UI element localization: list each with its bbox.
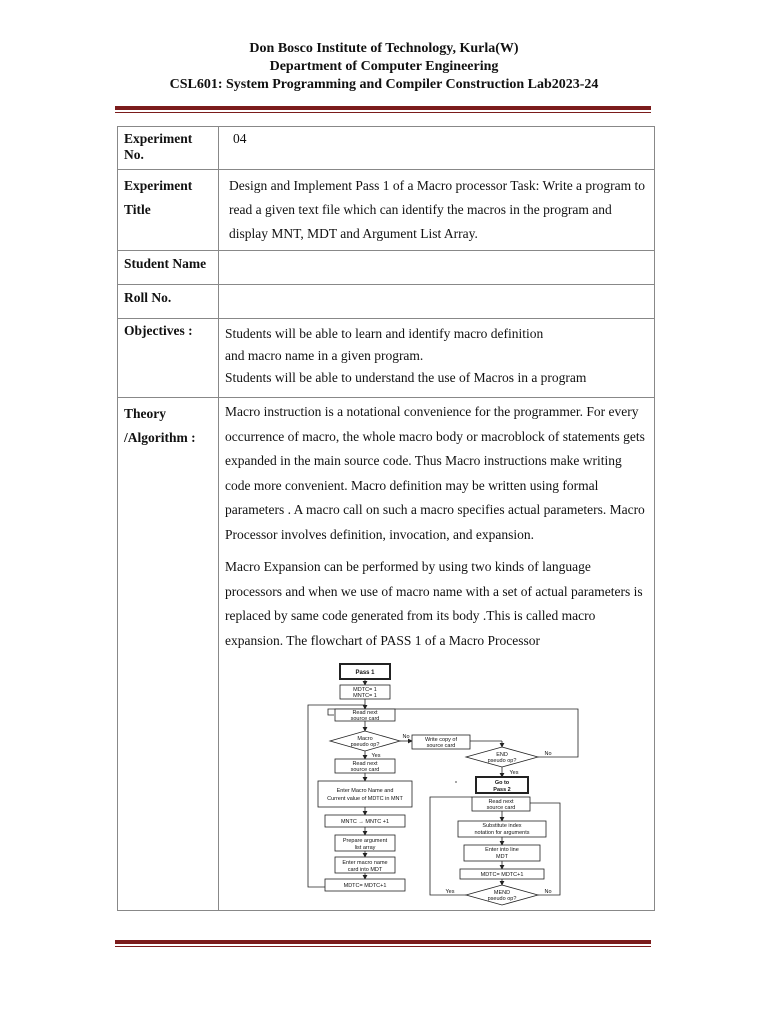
- flow-read2b: source card: [350, 767, 380, 773]
- flow-enter-src2: card into MDT: [347, 867, 383, 873]
- department-name: Department of Computer Engineering: [269, 59, 499, 74]
- flow-end-q1: END: [496, 752, 508, 758]
- flow-yes2: Yes: [509, 770, 519, 776]
- course-title: CSL601: System Programming and Compiler Construction Lab2023-24: [169, 77, 599, 92]
- row-experiment-title: [118, 170, 655, 251]
- theory-paragraph-1: Macro instruction is a notational convenience for the programmer. For every occurrence of macro, the whole macro body or macroblock of statements gets expanded in the main source code. Thus Macro instructions make writing code more convenient. Macro definition may be written using formal parameters . A macro call on such a macro specifies actual parameters. Macro Processor involves definition, invocation, and expansion.: [225, 404, 645, 542]
- objectives-list: [219, 319, 655, 398]
- objectives-label: Objectives :: [118, 319, 219, 398]
- row-objectives: [118, 319, 655, 398]
- experiment-no-value: 04: [219, 127, 655, 170]
- flow-enter-name2: Current value of MDTC in MNT: [327, 796, 403, 802]
- row-student-name: [118, 251, 655, 285]
- header-rule: [115, 106, 651, 113]
- flow-read2a: Read next: [352, 761, 378, 767]
- student-name-label: Student Name: [118, 251, 219, 285]
- roll-no-value: [219, 285, 655, 319]
- flow-pass1: Pass 1: [355, 670, 375, 676]
- flow-prep2: list array: [354, 845, 376, 851]
- student-name-value: [219, 251, 655, 285]
- flow-init2: MNTC= 1: [353, 693, 377, 699]
- flow-no2: No: [544, 751, 552, 757]
- flow-read1b: source card: [350, 716, 380, 722]
- flow-mend-q2: pseudo op?: [487, 896, 517, 902]
- theory-paragraph-2: Macro Expansion can be performed by using two kinds of language processors and when we use of macro name with a set of actual parameters is replaced by same code generated from its body .This is called macro expansion. The flowchart of PASS 1 of a Macro Processor: [225, 559, 643, 648]
- flow-macro-q1: Macro: [357, 736, 373, 742]
- experiment-table: [117, 126, 655, 911]
- pass1-flowchart: [280, 661, 590, 906]
- flow-go1: Go to: [494, 780, 510, 786]
- flow-no1: No: [402, 734, 410, 740]
- experiment-title-value: Design and Implement Pass 1 of a Macro processor Task: Write a program to read a given text file which can identify the macros in the program and display MNT, MDT and Argument List Array.: [219, 170, 655, 251]
- flow-enter-mdt1: Enter into line: [485, 847, 519, 853]
- flow-enter-name1: Enter Macro Name and: [336, 788, 394, 794]
- flow-write1: Write copy of: [425, 737, 457, 743]
- row-experiment-no: [118, 127, 655, 170]
- flow-read1a: Read next: [352, 710, 378, 716]
- theory-label: Theory /Algorithm :: [118, 398, 219, 911]
- flow-mend-q1: MEND: [493, 890, 511, 896]
- flow-mdtc2: MDTC= MDTC+1: [343, 883, 387, 889]
- roll-no-label: Roll No.: [118, 285, 219, 319]
- row-theory: [118, 398, 655, 911]
- flow-init1: MDTC= 1: [353, 687, 377, 693]
- theory-content: [219, 398, 655, 911]
- experiment-title-label: Experiment Title: [118, 170, 219, 251]
- flow-mdtc1: MDTC= MDTC+1: [480, 872, 524, 878]
- objective-line: and macro name in a given program.: [225, 348, 424, 363]
- flow-read3a: Read next: [488, 799, 514, 805]
- footer-rule: [115, 940, 651, 947]
- objective-line: Students will be able to understand the use of Macros in a program: [225, 370, 587, 385]
- flow-mntc: MNTC → MNTC +1: [340, 819, 390, 825]
- document-header: [0, 40, 768, 94]
- flow-go2: Pass 2: [493, 787, 511, 793]
- flow-macro-q2: pseudo op?: [350, 742, 380, 748]
- flow-prep1: Prepare argument: [342, 838, 388, 844]
- flow-yes1: Yes: [371, 753, 381, 759]
- flow-write2: source card: [426, 743, 456, 749]
- flow-no3: No: [544, 889, 552, 895]
- row-roll-no: [118, 285, 655, 319]
- flow-read3b: source card: [486, 805, 516, 811]
- flow-enter-mdt2: MDT: [496, 854, 508, 860]
- flow-end-q2: pseudo op?: [487, 758, 517, 764]
- flow-subst1: Substitute index: [482, 823, 522, 829]
- flow-yes3: Yes: [445, 889, 455, 895]
- flow-enter-src1: Enter macro name: [342, 860, 388, 866]
- experiment-no-label: Experiment No.: [118, 127, 219, 170]
- objective-line: Students will be able to learn and identify macro definition: [225, 326, 544, 341]
- flow-subst2: notation for arguments: [474, 830, 530, 836]
- institute-name: Don Bosco Institute of Technology, Kurla(W): [249, 41, 519, 56]
